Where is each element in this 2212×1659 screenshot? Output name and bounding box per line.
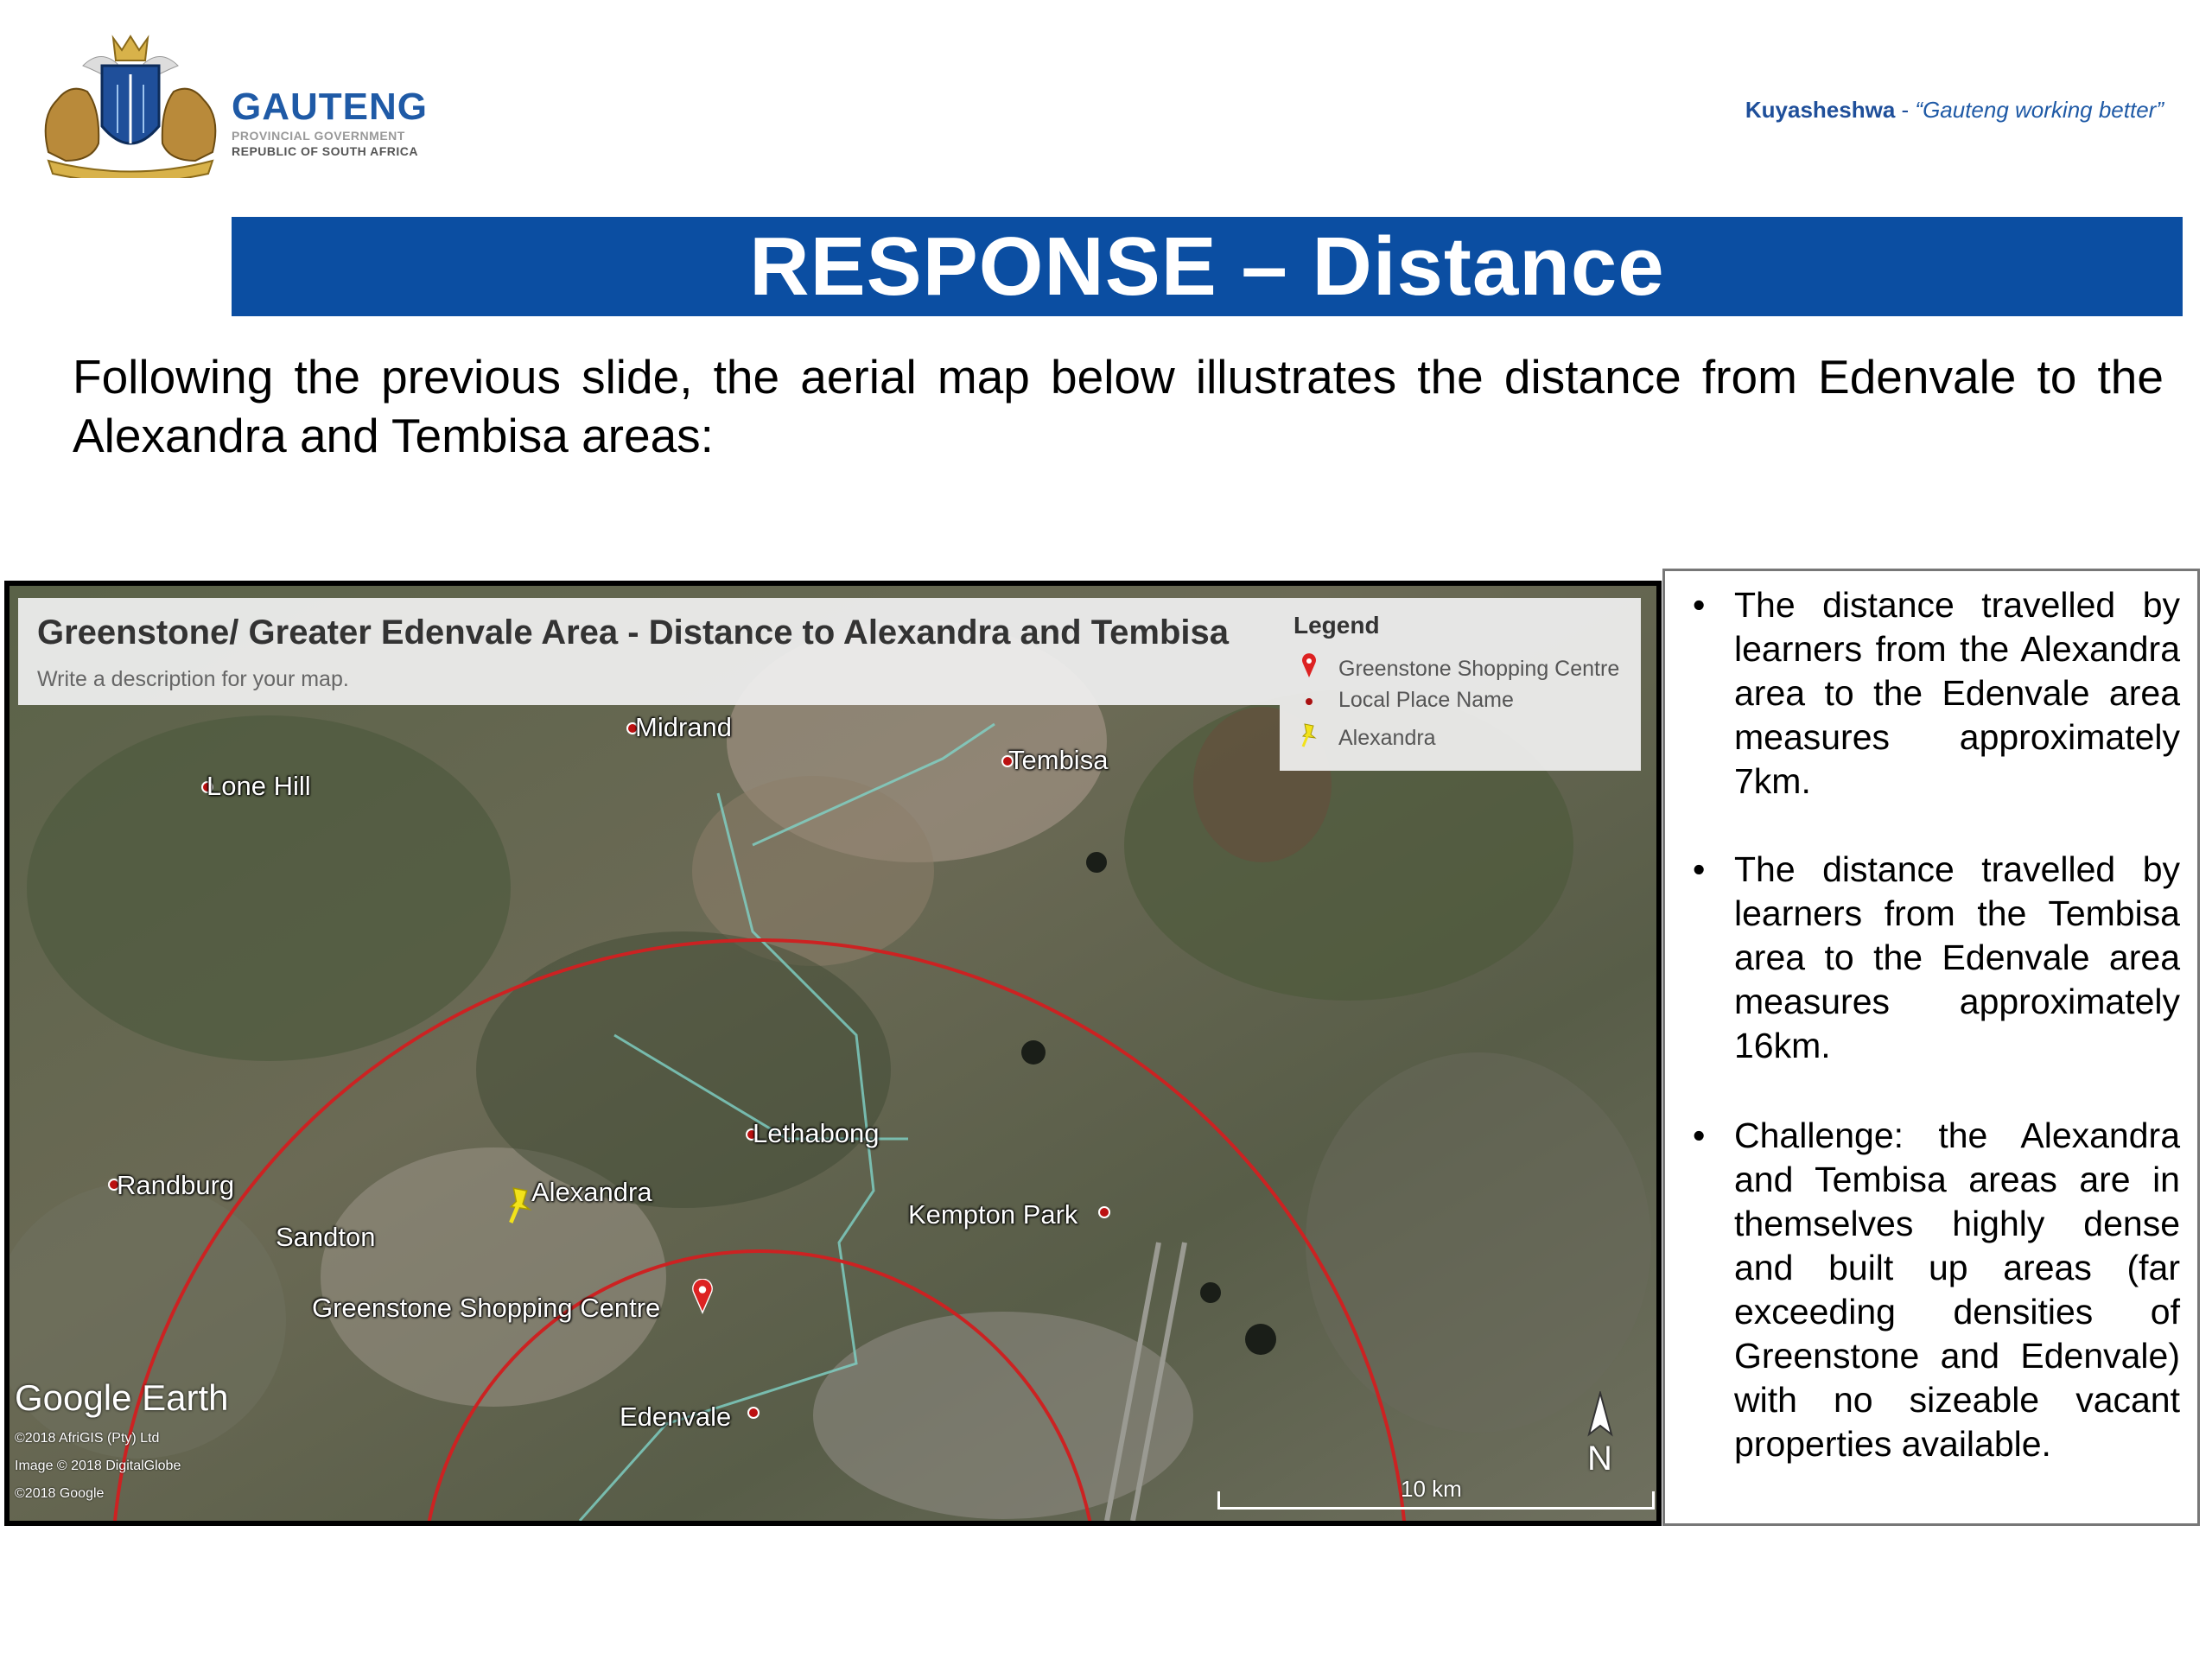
legend-title: Legend [1294,612,1380,639]
title-banner [232,217,2183,316]
place-tembisa: Tembisa [1008,745,1109,775]
bullet-text: The distance travelled by learners from the Alexandra area to the Edenvale area measures approximately 7km. [1734,585,2180,801]
tagline-separator: - [1895,97,1916,123]
bullet-text: The distance travelled by learners from the Tembisa area to the Edenvale area measures approximately 16km. [1734,849,2180,1065]
tagline-brand: Kuyasheshwa [1745,97,1896,123]
map-credit: ©2018 Google [15,1486,105,1501]
logo-title: GAUTENG [232,86,428,128]
bullet-mark: • [1693,1116,1706,1155]
place-dot-edenvale [747,1407,760,1419]
tagline-quote: “Gauteng working better” [1915,97,2164,123]
gauteng-logo [31,31,429,178]
place-randburg: Randburg [117,1170,235,1200]
legend-item-alexandra [1294,722,1436,754]
bullet-text: Challenge: the Alexandra and Tembisa areas are in themselves highly dense and built up areas (far exceeding densities of Greenstone and Edenvale) with no sizeable vacant properties available. [1734,1116,2180,1464]
map-title-box [18,598,1280,705]
greenstone-pin-icon [690,1279,715,1319]
place-edenvale: Edenvale [620,1402,732,1432]
map-credit: Image © 2018 DigitalGlobe [15,1459,181,1473]
bullet-mark: • [1693,585,1706,625]
scale-label: 10 km [1401,1476,1462,1502]
aerial-map [4,581,1662,1526]
place-midrand: Midrand [635,712,732,742]
legend-label: Alexandra [1338,726,1436,750]
map-title: Greenstone/ Greater Edenvale Area - Distance to Alexandra and Tembisa [37,613,1230,652]
place-kempton-park: Kempton Park [908,1199,1078,1230]
place-alexandra: Alexandra [531,1177,652,1207]
place-greenstone: Greenstone Shopping Centre [312,1293,661,1323]
logo-subtitle-2: REPUBLIC OF SOUTH AFRICA [232,144,419,158]
logo-wordmark [232,88,428,159]
north-label: N [1587,1440,1612,1478]
north-arrow-icon [1580,1391,1620,1484]
legend-label: Greenstone Shopping Centre [1338,657,1620,681]
legend-item-local-place [1294,688,1514,713]
yellow-pushpin-icon [1294,722,1325,754]
place-dot-kempton-park [1098,1206,1110,1218]
legend-item-greenstone [1294,653,1619,685]
place-lethabong: Lethabong [753,1118,880,1148]
coat-of-arms-icon [31,31,230,178]
intro-paragraph: Following the previous slide, the aerial map below illustrates the distance from Edenvale to the Alexandra and Tembisa areas: [73,350,2164,462]
bullet-mark: • [1693,849,1706,889]
place-sandton: Sandton [276,1222,376,1252]
alexandra-pushpin-icon [505,1185,535,1230]
tagline [1745,97,2164,124]
bullet-panel [1662,569,2200,1526]
map-legend [1280,598,1641,771]
google-earth-logo: Google Earth [15,1377,229,1418]
map-description: Write a description for your map. [37,667,349,691]
slide-title: RESPONSE – Distance [749,219,1665,313]
place-lone-hill: Lone Hill [207,771,311,801]
red-dot-icon [1294,688,1325,713]
red-pin-icon [1294,653,1325,685]
logo-subtitle-1: PROVINCIAL GOVERNMENT [232,129,405,143]
map-credit: ©2018 AfriGIS (Pty) Ltd [15,1431,160,1446]
legend-label: Local Place Name [1338,688,1514,712]
